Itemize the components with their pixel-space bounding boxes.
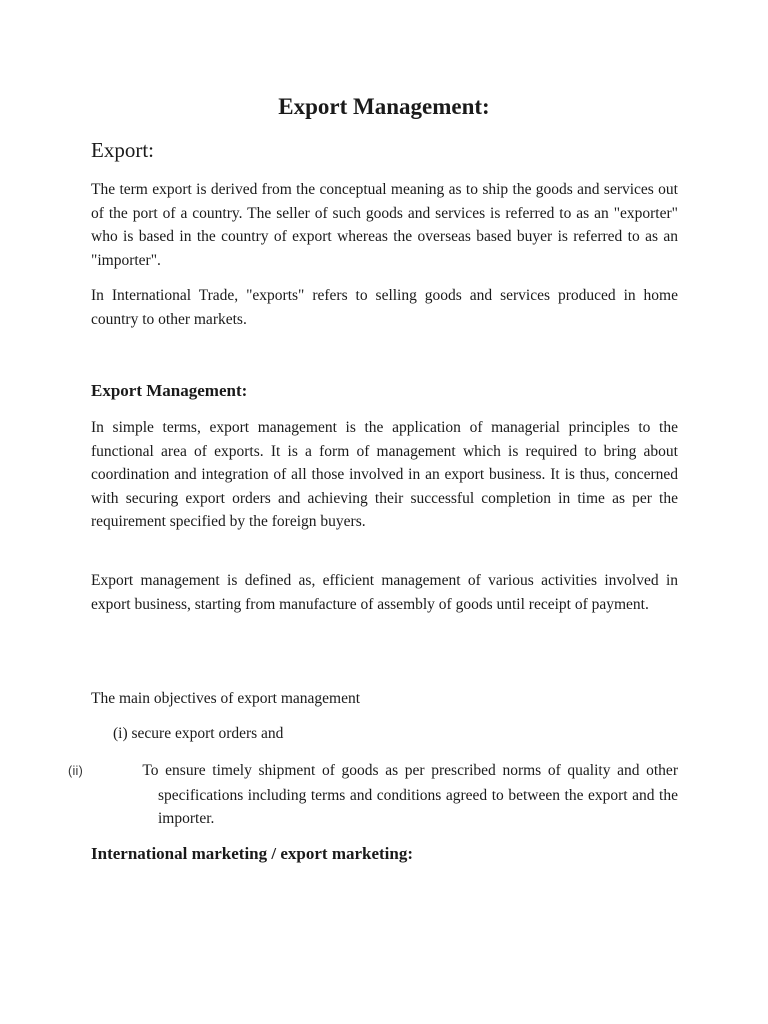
objectives-intro: The main objectives of export management <box>91 690 361 707</box>
section-heading-export-management: Export Management: <box>91 381 248 400</box>
paragraph-export-management-simple: In simple terms, export management is the application of managerial principles to the functional area of exports. It is a form of management which is required to bring about coordination and integration of all those involved in an export business. It is thus, concerned with securing export orders and achieving their successful completion in time as per the requirement specified by the foreign buyers. <box>91 419 678 531</box>
paragraph-export-definition: The term export is derived from the conceptual meaning as to ship the goods and services out of the port of a country. The seller of such goods and services is referred to as an "exporter" who is based in the country of export whereas the overseas based buyer is referred to as an "importer". <box>91 181 678 269</box>
list-item-text: To ensure timely shipment of goods as per prescribed norms of quality and other specifications including terms and conditions agreed to between the export and the importer. <box>142 762 678 828</box>
paragraph-international-trade: In International Trade, "exports" refers to selling goods and services produced in home country to other markets. <box>91 287 678 328</box>
list-item-number: (ii) <box>68 764 84 778</box>
page-title: Export Management: <box>278 94 490 119</box>
list-item-text: secure export orders and <box>131 725 284 742</box>
paragraph-export-management-defined: Export management is defined as, efficient management of various activities involved in export business, starting from manufacture of assembly of goods until receipt of payment. <box>91 572 678 613</box>
list-item-number: (i) <box>113 725 128 742</box>
list-item <box>68 759 678 831</box>
section-heading-export: Export: <box>91 138 154 162</box>
section-heading-international-marketing: International marketing / export marketing: <box>91 844 414 863</box>
list-item <box>113 722 283 746</box>
